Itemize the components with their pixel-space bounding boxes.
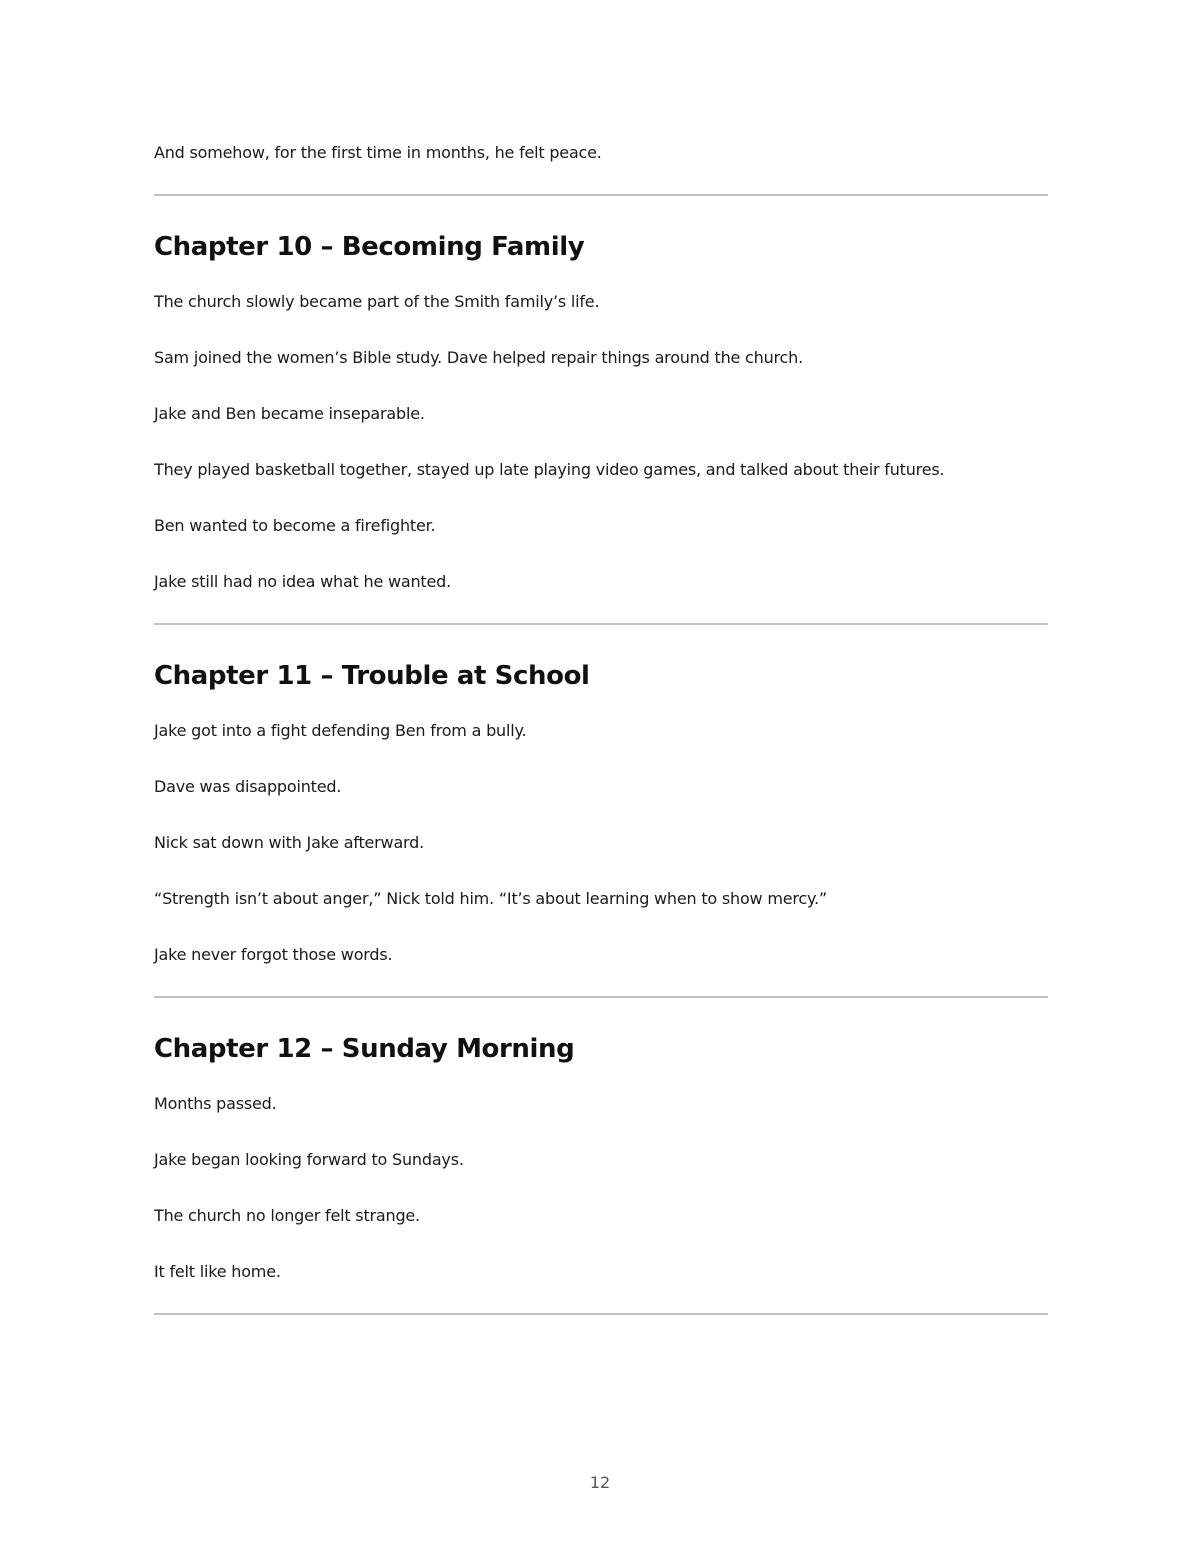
section-divider <box>154 996 1048 998</box>
section-divider <box>154 623 1048 625</box>
paragraph: Months passed. <box>154 1094 277 1113</box>
page-number: 12 <box>589 1473 611 1492</box>
paragraph: “Strength isn’t about anger,” Nick told him. “It’s about learning when to show mercy.” <box>154 889 827 908</box>
paragraph: Ben wanted to become a firefighter. <box>154 516 436 535</box>
paragraph: Jake began looking forward to Sundays. <box>154 1150 464 1169</box>
chapter-title: Chapter 11 – Trouble at School <box>154 661 590 691</box>
paragraph: Nick sat down with Jake afterward. <box>154 833 424 852</box>
chapter-12 <box>154 1034 1048 1281</box>
section-divider <box>154 1313 1048 1315</box>
chapter-11 <box>154 661 1048 964</box>
intro-paragraph: And somehow, for the first time in months, he felt peace. <box>154 143 602 162</box>
paragraph: Jake got into a fight defending Ben from a bully. <box>154 721 527 740</box>
paragraph: Jake never forgot those words. <box>154 945 393 964</box>
paragraph: Dave was disappointed. <box>154 777 342 796</box>
paragraph: Jake and Ben became inseparable. <box>154 404 425 423</box>
paragraph: Sam joined the women’s Bible study. Dave helped repair things around the church. <box>154 348 803 367</box>
paragraph: They played basketball together, stayed up late playing video games, and talked about their futures. <box>154 460 945 479</box>
chapter-title: Chapter 12 – Sunday Morning <box>154 1034 575 1064</box>
paragraph: Jake still had no idea what he wanted. <box>154 572 451 591</box>
chapter-10 <box>154 232 1048 591</box>
paragraph: The church slowly became part of the Smith family’s life. <box>154 292 600 311</box>
chapter-title: Chapter 10 – Becoming Family <box>154 232 585 262</box>
paragraph: It felt like home. <box>154 1262 281 1281</box>
paragraph: The church no longer felt strange. <box>154 1206 420 1225</box>
page-content <box>154 143 1048 1315</box>
section-divider <box>154 194 1048 196</box>
